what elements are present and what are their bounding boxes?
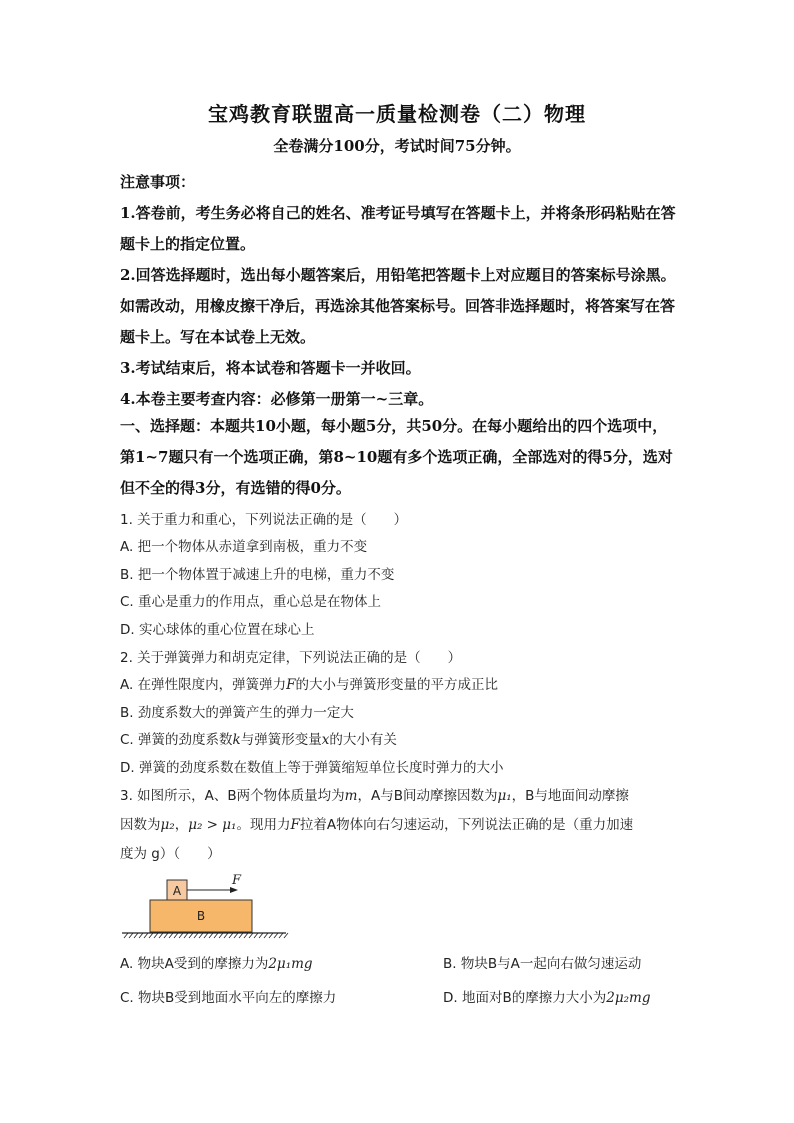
hatch-mark	[174, 933, 178, 938]
section-instructions	[120, 411, 680, 504]
inequality: μ₂ > μ₁	[188, 817, 237, 833]
section-text: 一、选择题：本题共10小题，每小题5分，共50分。在每小题给出的四个选项中，第1~7题只有一个选项正确，第8~10题有多个选项正确，全部选对的得5分，选对但不全的得3分，有选错的得0分。	[120, 417, 673, 497]
ground-hatching	[124, 933, 288, 938]
hatch-mark	[204, 933, 208, 938]
note-item: 3.考试结束后，将本试卷和答题卡一并收回。	[120, 359, 421, 377]
hatch-mark	[244, 933, 248, 938]
option-b: B. 把一个物体置于减速上升的电梯，重力不变	[120, 566, 395, 583]
question-stem: 2. 关于弹簧弹力和胡克定律，下列说法正确的是（ ）	[120, 650, 462, 666]
option-expression: 2μ₂mg	[606, 990, 651, 1006]
hatch-mark	[199, 933, 203, 938]
stem-text: 3. 如图所示，A、B两个物体质量均为	[120, 788, 345, 804]
note-item: 1.答卷前，考生务必将自己的姓名、准考证号填写在答题卡上，并将条形码粘贴在答题卡上的指定位置。	[120, 204, 676, 253]
hatch-mark	[224, 933, 228, 938]
option-b: B. 物块B与A一起向右做匀速运动	[443, 956, 642, 972]
stem-text: 拉着A物体向右匀速运动，下列说法正确的是（重力加速	[299, 817, 634, 833]
stem-text: 因数为	[120, 817, 161, 833]
option-b: B. 劲度系数大的弹簧产生的弹力一定大	[120, 704, 354, 721]
option-d: D. 弹簧的劲度系数在数值上等于弹簧缩短单位长度时弹力的大小	[120, 759, 504, 776]
symbol-f: F	[290, 817, 300, 833]
option-text: 的大小与弹簧形变量的平方成正比	[295, 677, 498, 693]
option-c: C. 物块B受到地面水平向左的摩擦力	[120, 990, 337, 1006]
stem-text: 。现用力	[236, 817, 291, 833]
hatch-mark	[269, 933, 273, 938]
hatch-mark	[124, 933, 128, 938]
hatch-mark	[189, 933, 193, 938]
block-b-label: B	[196, 909, 206, 923]
hatch-mark	[179, 933, 183, 938]
question-stem-line: 度为 g）（ ）	[120, 846, 221, 862]
block-a-label: A	[172, 884, 182, 898]
hatch-mark	[144, 933, 148, 938]
hatch-mark	[149, 933, 153, 938]
question-stem-line	[120, 811, 690, 840]
force-label: F	[232, 873, 242, 888]
hatch-mark	[239, 933, 243, 938]
hatch-mark	[209, 933, 213, 938]
hatch-mark	[259, 933, 263, 938]
hatch-mark	[249, 933, 253, 938]
hatch-mark	[159, 933, 163, 938]
option-c	[120, 727, 690, 755]
hatch-mark	[279, 933, 283, 938]
stem-text: ，B与地面间动摩擦	[511, 788, 629, 804]
symbol-x: x	[321, 732, 330, 748]
symbol-f: F	[286, 677, 296, 693]
symbol-mu1: μ₁	[497, 788, 512, 804]
question-3	[120, 782, 690, 869]
option-a	[120, 672, 690, 700]
hatch-mark	[254, 933, 258, 938]
option-text: A. 物块A受到的摩擦力为	[120, 956, 269, 972]
question-stem: 1. 关于重力和重心，下列说法正确的是（ ）	[120, 512, 408, 528]
hatch-mark	[214, 933, 218, 938]
hatch-mark	[264, 933, 268, 938]
exam-title: 宝鸡教育联盟高一质量检测卷（二）物理	[208, 102, 586, 126]
question-stem-line	[120, 782, 690, 811]
question-1	[120, 507, 690, 644]
hatch-mark	[169, 933, 173, 938]
option-text: C. 弹簧的劲度系数	[120, 732, 233, 748]
hatch-mark	[284, 933, 288, 938]
option-d	[443, 986, 650, 1006]
hatch-mark	[184, 933, 188, 938]
option-text: 与弹簧形变量	[240, 732, 322, 748]
note-item: 4.本卷主要考查内容：必修第一册第一~三章。	[120, 390, 434, 408]
note-item: 2.回答选择题时，选出每小题答案后，用铅笔把答题卡上对应题目的答案标号涂黑。如需改动，用橡皮擦干净后，再选涂其他答案标号。回答非选择题时，将答案写在答题卡上。写在本试卷上无效。	[120, 266, 676, 346]
option-text: A. 在弹性限度内，弹簧弹力	[120, 677, 287, 693]
hatch-mark	[134, 933, 138, 938]
option-text: D. 地面对B的摩擦力大小为	[443, 990, 607, 1006]
question-2	[120, 645, 690, 782]
option-expression: 2μ₁mg	[268, 956, 313, 972]
option-c: C. 重心是重力的作用点，重心总是在物体上	[120, 594, 382, 610]
hatch-mark	[154, 933, 158, 938]
symbol-k: k	[232, 732, 241, 748]
hatch-mark	[129, 933, 133, 938]
option-a: A. 把一个物体从赤道拿到南极，重力不变	[120, 539, 368, 555]
hatch-mark	[274, 933, 278, 938]
notes-heading: 注意事项：	[120, 173, 196, 191]
exam-subtitle: 全卷满分100分，考试时间75分钟。	[273, 137, 521, 155]
hatch-mark	[164, 933, 168, 938]
stem-text: ，	[174, 817, 189, 833]
notes-list	[120, 198, 680, 415]
symbol-m: m	[344, 788, 358, 804]
hatch-mark	[139, 933, 143, 938]
hatch-mark	[219, 933, 223, 938]
hatch-mark	[194, 933, 198, 938]
hatch-mark	[234, 933, 238, 938]
option-d: D. 实心球体的重心位置在球心上	[120, 621, 315, 638]
hatch-mark	[229, 933, 233, 938]
stem-text: ，A与B间动摩擦因数为	[357, 788, 498, 804]
blocks-figure	[120, 872, 290, 942]
symbol-mu2: μ₂	[160, 817, 175, 833]
option-a	[120, 952, 313, 972]
option-text: 的大小有关	[329, 732, 397, 748]
